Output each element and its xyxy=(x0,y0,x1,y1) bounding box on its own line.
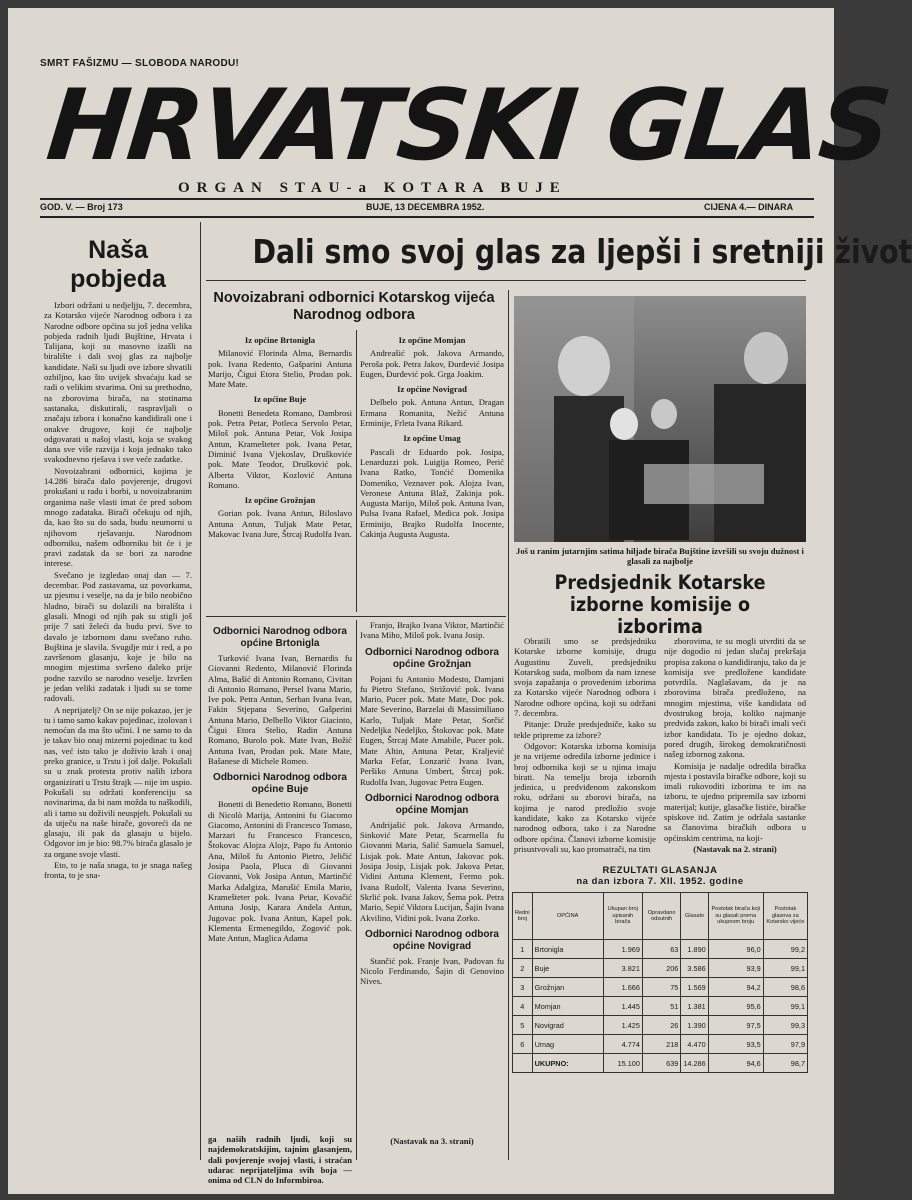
groznjan-title: Odbornici Narodnog odbora općine Grožnjan xyxy=(365,646,499,670)
novigrad-list: Stančić pok. Franje Ivan, Padovan fu Nicolo Ferdinando, Šajin di Genovino Nives. xyxy=(360,955,504,987)
table-row xyxy=(513,997,808,1016)
continued-list: Franjo, Brajko Ivana Viktor, Martinčić Ivana Miho, Miloš pok. Ivana Josip. xyxy=(360,620,504,641)
table-cell: 1.381 xyxy=(681,997,708,1016)
header-cell: Postotak glasova za Kotarsko vijeće xyxy=(763,893,807,940)
section-heading: Iz općine Brtonigla xyxy=(244,335,316,345)
councillors-col-1 xyxy=(208,330,352,612)
left-paragraph: Svečano je izgledao onaj dan — 7. decembar. Pod zastavama, uz povorkama, uz pjesmu i veselje, na da je bilo neobično hladno, birači su dolazili na birališta i glasali. Mnogi od njih pak su stigli još prije 7 sati želeći da budu prvi. Sve to davalo je izbornom danu svečano ruho. Bujština je slavila. Svugdje mir i red, a po završenom glasanju, koje je bilo na mnogim mjestima svršeno daleko prije podne razvilo se narodno veselje. Izvršen je jedan veliki zadatak i ljudi su se tome radovali. xyxy=(44,569,192,704)
table-cell: 93,5 xyxy=(708,1035,763,1054)
table-cell: 51 xyxy=(642,997,680,1016)
momjan-list: Andrijašić pok. Jakova Armando, Sinković Mate Petar, Scarmella fu Giovanni Maria, Salić Samuela Samuel, Lisjak pok. Mate Antun, Jakovac pok. Josipa Josip, Lisjak pok. Jakova Petar, Vidini Antuna Klement, Fermo pok. Ivana Rudolf, Valenta Ivana Severino, Skrlić pok. Ivana Jakov, Šema pok. Petra Mario, Sepić Viktora Lucijan, Šajin Ivana Akvilino, Vidini pok. Ivana Zorko. xyxy=(360,819,504,923)
table-row xyxy=(513,1035,808,1054)
municipal-col-2 xyxy=(360,620,504,1132)
table-cell: 639 xyxy=(642,1054,680,1073)
article-paragraph: zborovima, te su mogli utvrditi da se nije dogodio ni jedan slučaj prekršaja propisa zakona o kandidiranju, tako da je komisija sve predložene kandidate potvrdila. Naglašavam, da je na zborovima birača predloženo, na mnogim mjestima, više kandidata od dvostrukog broja, koliko najmanje predviđa zakon, kako bi birači imali veći izbor kandidata. To je ojedno dokaz, pored drugih, širokog demokratičnosti našeg izbornog zakona. xyxy=(664,636,806,760)
table-cell: 94,2 xyxy=(708,978,763,997)
header-cell: Postotak birača koji su glasali prema ukupnom broju xyxy=(708,893,763,940)
left-paragraph: Novoizabrani odbornici, kojima je 14.286 birača dalo povjerenje, drugovi prokušani u radu i borbi, u novoizabranim organima naše vlasti imat će pred sobom mnogo zadataka. Birači očekuju od njih, da, kao što su do sada, budu neumorni u njihovom rješavanju. Narodnom odborniku, našem odborniku bit će i je pravi zadatak da se bori za narodne interese. xyxy=(44,465,192,569)
table-cell: 99,1 xyxy=(763,959,807,978)
councillor-list: Andreašić pok. Jakova Armando, Peroša pok. Petra Jakov, Đurđević Josipa Eugen, Đurđević pok. Grga Joakim. xyxy=(360,348,504,379)
table-header-row xyxy=(513,893,808,940)
table-cell: 94,6 xyxy=(708,1054,763,1073)
article-paragraph: Komisija je nadalje odredila biračka mjesta i postavila biračke odbore, koji su imali rukovoditi izborima te im na izboru, te ujedno pripremila sav izborni materijal; kutije, glasačke listiće, biračke spiskove itd. Zatim je održala sastanke sa članovima biračkih odbora u općinskim centrima, na koji- xyxy=(664,760,806,843)
right-article-col-1 xyxy=(514,636,656,858)
photo-caption: Još u ranim jutarnjim satima hiljade birača Bujštine izvršili su svoju dužnost i glasali za najbolje xyxy=(516,546,804,566)
header-cell: Glasalo xyxy=(681,893,708,940)
header-cell: OPĆINA xyxy=(532,893,603,940)
table-cell: 26 xyxy=(642,1016,680,1035)
councillor-list: Gorian pok. Ivana Antun, Biloslavo Antuna Antun, Tuljak Mate Petar, Makovac Ivana Jure, Štrcaj Rudolfa Ivan. xyxy=(208,508,352,540)
section-heading: Iz općine Grožnjan xyxy=(244,495,316,506)
table-cell: 206 xyxy=(642,959,680,978)
main-headline: Dali smo svoj glas za ljepši i sretniji život xyxy=(252,232,912,271)
table-cell: 1.890 xyxy=(681,940,708,959)
table-row xyxy=(513,959,808,978)
table-cell: Umag xyxy=(532,1035,603,1054)
left-article-title: Naša pobjeda xyxy=(70,236,166,293)
price: CIJENA 4.— DINARA xyxy=(704,202,794,212)
section-heading: Iz općine Buje xyxy=(253,394,307,405)
bottom-conclusion: ga naših radnih ljudi, koji su najdemokratskijim, tajnim glasanjem, dali povjerenje svojoj vlasti, i straćan udarac neprijateljima svih boja — onima od CLN do Informbiroa. xyxy=(208,1134,352,1186)
column-divider xyxy=(200,222,201,1160)
column-divider xyxy=(356,330,357,612)
table-cell: 1.969 xyxy=(603,940,642,959)
table-cell: 97,9 xyxy=(763,1035,807,1054)
left-paragraph: Eto, to je naša snaga, to je snaga našeg fronta, to je sna- xyxy=(44,860,192,881)
table-cell: 97,5 xyxy=(708,1016,763,1035)
results-subtitle-line: na dan izbora 7. XII. 1952. godine xyxy=(576,875,744,886)
councillors-col-2 xyxy=(360,330,504,612)
table-cell: 1 xyxy=(513,940,533,959)
table-cell: Grožnjan xyxy=(532,978,603,997)
brtonigla-title: Odbornici Narodnog odbora općine Brtonigla xyxy=(213,626,347,649)
total-row xyxy=(513,1054,808,1073)
table-cell: 98,6 xyxy=(763,978,807,997)
table-cell: 75 xyxy=(642,978,680,997)
table-row xyxy=(513,978,808,997)
table-cell: 99,3 xyxy=(763,1016,807,1035)
section-heading: Iz općine Momjan xyxy=(398,335,466,345)
councillors-headline: Novoizabrani odbornici Kotarskog vijeća Narodnog odbora xyxy=(213,290,495,323)
table-cell: 4.470 xyxy=(681,1035,708,1054)
councillor-list: Pascali dr Eduardo pok. Josipa, Lenarduzzi pok. Luigija Romeo, Perić Ivana Ratko, Tonćić Domenika Domeniko, Veznaver pok. Alojza Ivan, Veronese Antuna Blaž, Zakinja pok. Augusta Marijo, Miloš pok. Antuna Ivan, Pulsa Ivana Rafael, Medica pok. Josipa Erminijo, Brajko Rudolfa Inocente, Cakinja Augusta Augusta. xyxy=(360,446,504,540)
table-cell: 93,9 xyxy=(708,959,763,978)
table-cell: 4.774 xyxy=(603,1035,642,1054)
table-row xyxy=(513,940,808,959)
table-cell: Momjan xyxy=(532,997,603,1016)
election-photo xyxy=(514,296,806,542)
left-article-body xyxy=(44,300,192,1160)
left-paragraph: A neprijatelj? On se nije pokazao, jer je tu i tamo samo kakav pojedinac, izolovan i nemoćan da ma što učini. I ne samo to da je takav bio onaj mizerni pojedinac tu kod nas, već isto tako je doživio krah i onaj preko granice, u Trstu i još dalje. Pokušali su u znak protesta protiv naših izbora organizirati u Trstu štrajk — nije im uspio. Pokušali su održati konferenciju sa novinarima, da bi nam možda tu naškodili, ali i tamo su doživili neuspjeh. Pokušali su da utječu na naše birače, govoreći da ne glasaju, ili pak da glasaju u bijelo. Odgovor im je bio: 98.7% birača glasalo je za organe svoje vlasti. xyxy=(44,704,192,859)
article-paragraph: Odgovor: Kotarska izborna komisija je na vrijeme odredila izborne jedinice i broj odbornika koji se u njima imaju birati. Na temelju broja izbornih jedinica, u predviđenom zakonskom roku, održani su zborovi birača, na kojima je narod predložio svoje kandidate, kako za Kotarsko vijeće narodnog odbora, tako i za Narodne odbore općina. Članovi izborne komisije prisustvovali su, kao promatrači, na tim xyxy=(514,740,656,854)
buje-list: Bonetti di Benedetto Romano, Bonetti di Nicolò Marija, Antonini fu Giacomo Giacomo, Antonini di Francesco Tomaso, Marzari fu Francesco Francesco, Štokovac Alojza Alojz, Papo fu Antonio Ana, Miloš fu Antonio Pietro, Jeličić Josipa Paola, Pluca di Giovanni Giovanni, Vok Josipa Antun, Martinčić Marka Adalgiza, Marušić Emila Mario, Kramešteter pok. Ivana Petar, Kovačić Antuna Josip, Karara Andela Antun, Jugovac pok. Ivana Antun, Kapel pok. Klementa Ermenegildo, Zogović pok. Mate Antun, Maglica Adama xyxy=(208,799,352,944)
info-rule xyxy=(40,216,814,218)
table-cell: UKUPNO: xyxy=(532,1054,603,1073)
newspaper-page xyxy=(8,8,912,1194)
table-cell: 3.821 xyxy=(603,959,642,978)
table-cell: 1.425 xyxy=(603,1016,642,1035)
header-cell: Redni broj xyxy=(513,893,533,940)
table-cell: 99,2 xyxy=(763,940,807,959)
table-cell: 95,6 xyxy=(708,997,763,1016)
table-cell: 1.569 xyxy=(681,978,708,997)
continued-note: (Nastavak na 2. strani) xyxy=(693,844,777,854)
table-cell: 63 xyxy=(642,940,680,959)
table-cell: Brtonigla xyxy=(532,940,603,959)
continued-note: (Nastavak na 3. strani) xyxy=(390,1136,474,1146)
slogan: SMRT FAŠIZMU — SLOBODA NARODU! xyxy=(40,58,240,69)
section-rule xyxy=(206,616,506,617)
table-cell: Novigrad xyxy=(532,1016,603,1035)
top-rule xyxy=(40,198,814,200)
masthead-subtitle: ORGAN STAU-a KOTARA BUJE xyxy=(178,180,567,196)
right-article-col-2 xyxy=(664,636,806,842)
table-cell: 15.100 xyxy=(603,1054,642,1073)
right-article-headline: Predsjednik Kotarske izborne komisije o izborima xyxy=(554,571,766,638)
councillor-list: Milanović Florinda Alma, Bernardis pok. Ivana Redento, Gašparini Antuna Marijo, Čigui Etora Stelio, Prodan pok. Mate Mate. xyxy=(208,348,352,390)
header-cell: Opravdano odsutnih xyxy=(642,893,680,940)
column-divider xyxy=(356,620,357,1160)
table-cell: 1.666 xyxy=(603,978,642,997)
results-table xyxy=(512,892,808,1073)
table-cell: 6 xyxy=(513,1035,533,1054)
brtonigla-list: Turković Ivana Ivan, Bernardis fu Giovanni Redento, Milanović Florinda Alma, Bašić di Antonio Romano, Civitan di Antonio Romano, Persel Ivana Mario, Ive pok. Petra Antun, Serban Ivana Ivan, Fakin Stjepana Severino, Gašperini Antuna Mario, Delbello Viktor Giacinto, Čigui Etora Stelio, Radin Antuna Romano, Burolo pok. Mate Ivan, Božić Antuna Ivan, Prodan pok. Mate Mate, Bašanese di Michele Romeo. xyxy=(208,653,352,766)
table-cell xyxy=(513,1054,533,1073)
table-cell: 1.445 xyxy=(603,997,642,1016)
masthead-title: HRVATSKI GLAS xyxy=(42,69,895,183)
table-cell: 14.286 xyxy=(681,1054,708,1073)
table-cell: 218 xyxy=(642,1035,680,1054)
table-cell: Buje xyxy=(532,959,603,978)
headline-rule xyxy=(206,280,806,281)
section-heading: Iz općine Umag xyxy=(403,433,461,444)
table-cell: 2 xyxy=(513,959,533,978)
place-date: BUJE, 13 DECEMBRA 1952. xyxy=(366,202,485,212)
issue-number: GOD. V. — Broj 173 xyxy=(40,202,123,212)
table-cell: 5 xyxy=(513,1016,533,1035)
left-paragraph: Izbori održani u nedjeljju, 7. decembra, za Kotarsko vijeće Narodnog odbora i za Narodne odbore općina su još jedna velika pobjeda radnih ljudi Bujštine, Hrvata i Talijana, koji su masovno izašli na biralište i dali svoj glas za najbolje kandidate. Naši su ljudi ove izbore shvatili ozbiljno, kao što uvijek shvaćaju kad se radi o velikim stvarima. Oni su prethodno, na zborovima birača, na stotinama sastanaka, diskutirali, raspravljali o značaju izbora i konačno kandidirali one i onakve drugove, koji će najbolje odgovarati u našoj vlasti, koja se svakog dana sve više razvija i koja jednako tako svakodnevno rješava i sve veće zadatke. xyxy=(44,300,192,465)
table-cell: 1.390 xyxy=(681,1016,708,1035)
column-divider xyxy=(508,290,509,1160)
table-row xyxy=(513,1016,808,1035)
table-cell: 98,7 xyxy=(763,1054,807,1073)
table-cell: 4 xyxy=(513,997,533,1016)
article-paragraph: Obratili smo se predsjedniku Kotarske izborne komisije, drugu Augustinu Zuveli, predsjedniku Kotarskog suda, molbom da nam iznese svoja zapažanja o provedenim izborima za Kotarsko vijeće Narodnog odbora i Narodne odbore općina, koji su održani 7. decembra. xyxy=(514,636,656,719)
municipal-col-1 xyxy=(208,620,352,1130)
buje-title: Odbornici Narodnog odbora općine Buje xyxy=(213,772,347,796)
photo-illustration xyxy=(514,296,806,542)
groznjan-list: Pojani fu Antonio Modesto, Damjani fu Pietro Stefano, Strižović pok. Ivana Mario, Pucer pok. Mate Mate, Doc pok. Mate Severino, Barzelai di Massimiliano Karlo, Tuljak Mate Petar, Sorčić Nedeljka Nedeljko, Štokovac pok. Mate Eugen, Štrcaj Mate Amabile, Pucer pok. Mate Altin, Antuna Petar, Kraljević Marka Fefar, Lonzarić Ivana Ivan, Peršiko Antuna Umbert, Štrcaj pok. Rudolfa Ivan, Jugovac Petra Eugen. xyxy=(360,673,504,787)
councillor-list: Delbelo pok. Antuna Antun, Dragan Ermana Romanita, Nežić Antuna Erminije, Frleta Ivana Rikard. xyxy=(360,397,504,429)
results-title xyxy=(514,864,806,886)
momjan-title: Odbornici Narodnog odbora općine Momjan xyxy=(365,792,499,816)
table-cell: 99,1 xyxy=(763,997,807,1016)
table-cell: 3.586 xyxy=(681,959,708,978)
results-title-line: REZULTATI GLASANJA xyxy=(602,864,718,875)
header-cell: Ukupan broj upisanih birača xyxy=(603,893,642,940)
table-cell: 3 xyxy=(513,978,533,997)
results-body xyxy=(513,940,808,1073)
article-paragraph: Pitanje: Druže predsjedniče, kako su tekle pripreme za izbore? xyxy=(514,719,656,740)
table-cell: 96,0 xyxy=(708,940,763,959)
councillor-list: Bonetti Benedeta Romano, Dambrosi pok. Petra Petar, Potleca Servolo Petar, Miloš pok. Antuna Petar, Vok Josipa Antun, Kramešteter pok. Ivana Petar, Diminić Ivana Vjekoslav, Druškoviće pok. Mate Teodor, Drušković pok. Alberta Viktor, Kozlović Antuna Romano. xyxy=(208,407,352,490)
novigrad-title: Odbornici Narodnog odbora općine Novigrad xyxy=(365,928,499,952)
section-heading: Iz općine Novigrad xyxy=(397,384,467,395)
